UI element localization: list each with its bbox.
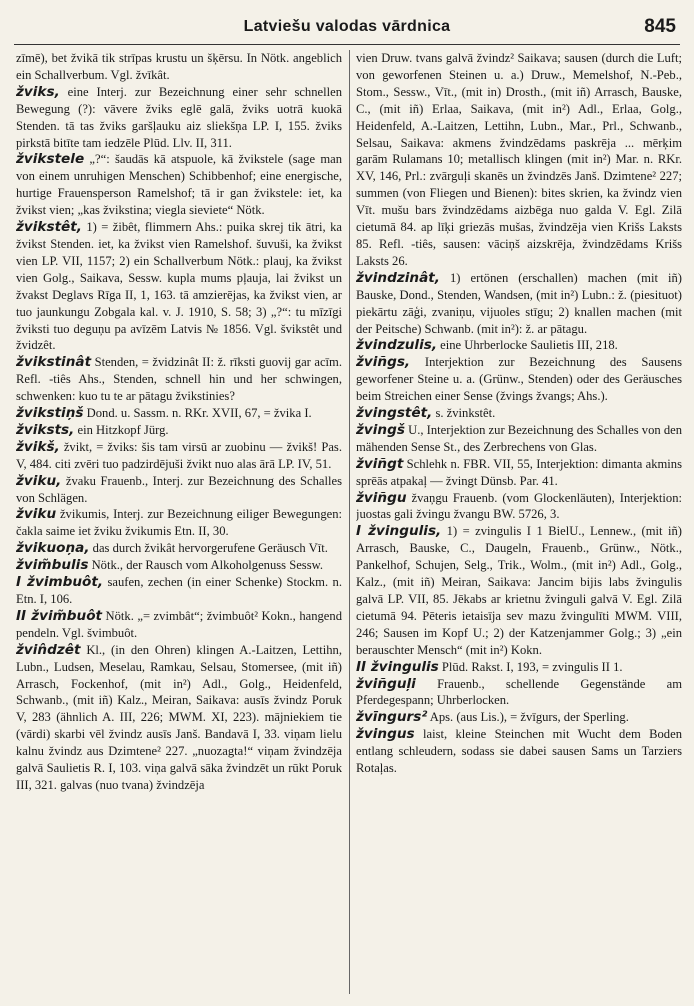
entry-headword: žvim̃bulis [16,557,89,574]
left-column [16,50,342,996]
entry-headword: žvikstiņš [16,405,84,422]
entry-text: laist, kleine Steinchen mit Wucht dem Boden entlang schleudern, sodass sie dabei sausen Sams un Tarziers Rotaļas. [356,727,682,776]
dictionary-entry [16,439,342,473]
entry-headword: žvingus [356,726,415,743]
entry-headword: I žvingulis, [356,523,442,540]
entry-text: žvaku Frauenb., Interj. zur Bezeichnung des Schalles von Schlägen. [16,473,342,505]
dictionary-entry [16,219,342,354]
dictionary-entry [356,405,682,422]
dictionary-entry [356,676,682,710]
entry-headword: žvikuoņa, [16,540,90,557]
dictionary-entry [16,84,342,152]
dictionary-entry [356,726,682,777]
dictionary-entry [356,490,682,524]
entry-text: Plūd. Rakst. I, 193, = zvingulis II 1. [438,659,623,674]
entry-text: zīmē), bet žvikā tik strīpas krustu un šķērsu. In Nötk. angeblich ein Schallverbum. Vgl. žvīkât. [16,51,342,82]
entry-text: eine Interj. zur Bezeichnung einer sehr schnellen Bewegung (?): vāvere žviks eglē galā, žviks uotrā kuokā Stenden. tā tas žviks garšļauku aiz sliekšņa LP. I, 155. žviks pirkstā bitīte tam iedzēle Plūd. Llv. II, 311. [16,84,342,150]
entry-text: vien Druw. tvans galvā žvindz² Saikava; sausen (durch die Luft; von geworfenen Steinen u. a.) Druw., Memelshof, N.-Peb., Stom., Sessw., Vīt., (mit in) Drosth., (mit iñ) Arrasch, Bauske, C., (mit iñ) Erlaa, Saikava, (mit in²) Adl., Erlaa, Golg., Heidenfeld, A.-Laitzen, Lettihn, Lubn., Mar., Prl., Schwanb., Selsau, Saikava: akmens žvindzēdams paskrēja ... mērķim garām Rulamans 10; metallisch klingen (mit in²) Mar. n. RKr. XV, 146, Prl.: zvārguļi skanēs un žvindzēs Janš. Dzimtene² 227; summen (von Fliegen und Bienen): bites skrien, ka žvindz vien Vīt. mušu bars žvindzēdams aizbēga nuo galda V. Egl. Zilā cietumā 84. ap līķi griezās mušas, žvindzēja vien Krišs Laksts 85. Refl. -tiês, sausen: vāciņš aizskrēja, žvindzēdams Krišs Laksts 26. [356,51,682,268]
entry-text: Dond. u. Sassm. n. RKr. XVII, 67, = žvika I. [83,406,312,421]
dictionary-entry [356,337,682,354]
entry-text: žvaņgu Frauenb. (vom Glockenläuten), Interjektion: juostas gali žvingu žvangu BW. 5726, 3. [356,490,682,522]
entry-text: 1) = zvingulis I 1 BielU., Lennew., (mit iñ) Arrasch, Bauske, C., Daugeln, Frauenb., Grünw., Nötk., Pankelhof, Schujen, Selg., Trik., Wolm., (mit in²) Adl., Golg., Kalz., (mit iñ) Meiran, Saikava: Jancim bijis labs žvingulis galvā LP. VII, 85. Jēkabs ar krietnu žvinguli galvā V. Egl. Zilā cietumā 94. Pēteris ietaisīja sev mazu žvingulīti MWM. VIII, 246; Sausen im Kopf U.; 2) der Katzenjammer Golg.; 3) „ein berauschter Mensch“ (mit in²) Kokn. [356,524,682,657]
entry-text: saufen, zechen (in einer Schenke) Stockm. n. Etn. I, 106. [16,575,342,606]
entry-headword: žvikstele [16,151,85,168]
entry-headword: žviksts, [16,421,75,438]
dictionary-entry [356,354,682,405]
dictionary-entry [16,642,342,794]
entry-headword: žvikstêt, [16,219,82,236]
entry-headword: žvingstêt, [356,405,433,422]
entry-text: ein Hitzkopf Jürg. [74,422,169,437]
entry-text: Interjektion zur Bezeichnung des Sausens geworfener Steine u. a. (Grünw., Stenden) oder des Geräusches beim Streichen einer Sense (žvings žvangs; Ahs.). [356,355,682,404]
entry-headword: žvikstinât [16,354,92,371]
dictionary-entry [16,422,342,439]
dictionary-entry [356,456,682,490]
entry-text: eine Uhrberlocke Saulietis III, 218. [437,338,618,353]
dictionary-entry [356,50,682,270]
entry-text: s. žvinkstêt. [432,406,496,421]
dictionary-entry [356,270,682,338]
entry-text: Nötk., der Rausch vom Alkoholgenuss Sessw. [88,558,324,573]
dictionary-entry [16,405,342,422]
entry-text: U., Interjektion zur Bezeichnung des Schalles von den mähenden Sense St., des Zerbrechens von Glas. [356,422,682,454]
page-header [14,14,680,45]
dictionary-entry [356,523,682,658]
entry-headword: žvin̂dzêt [16,641,81,658]
dictionary-entry [16,473,342,507]
entry-headword: žviñgs, [356,354,411,371]
entry-headword: žviku, [16,472,62,489]
dictionary-entry [356,709,682,726]
dictionary-entry [16,540,342,557]
dictionary-entry [16,608,342,642]
running-title: Latviešu valodas vārdnica [243,18,451,35]
entry-text: žvikumis, Interj. zur Bezeichnung eiliger Bewegungen: čakla saime iet žviku žvikumis Etn. II, 30. [16,507,342,539]
dictionary-entry [16,151,342,219]
entry-text: „?“: šaudās kā atspuole, kā žvikstele (sage man von einem unruhigen Menschen) Schibbenhof; eine energische, hurtige Frauensperson Ramelshof; tā ir gan žvikstele: iet, ka žvikst vien; „kas žvikstina; viegla sieviete“ Nötk. [16,152,342,218]
dictionary-entry [16,50,342,84]
page-number: 845 [644,16,676,37]
entry-text: Aps. (aus Lis.), = žvīgurs, der Sperling. [427,710,629,725]
entry-headword: II žvim̃buôt [16,607,103,624]
entry-headword: žviñguļi [356,675,416,692]
entry-headword: žvikš, [16,438,60,455]
entry-text: Nötk. „= zvimbât“; žvimbuôt² Kokn., hangend pendeln. Vgl. švimbuôt. [16,608,342,640]
entry-text: žvikt, = žviks: šis tam virsū ar zuobinu — žvikš! Pas. V, 484. citi zvēri tuo padzirdējuši žvikt nuo alas ārā LP. IV, 51. [16,439,342,471]
entry-headword: žvindzinât, [356,269,440,286]
dictionary-entry [16,506,342,540]
entry-headword: žviñgt [356,455,404,472]
entry-headword: žviks, [16,83,60,100]
entry-headword: žviku [16,506,57,523]
entry-headword: žvīngurs² [356,709,428,726]
right-column [356,50,682,996]
entry-text: Stenden, = žvidzinât II: ž. rīksti guovij gar acīm. Refl. -tiês Ahs., Stenden, schnell hin und her schwingen, schwenken: kuo tu te ar pātagu žvikstinies? [16,355,342,404]
entry-headword: žvindzulis, [356,337,438,354]
entry-headword: žvingš [356,421,405,438]
dictionary-entry [356,422,682,456]
entry-text: Kl., (in den Ohren) klingen A.-Laitzen, Lettihn, Lubn., Ludsen, Meselau, Ramkau, Selsau, Stomersee, (mit iñ) Arrasch, Fockenhof, (mit in²) Adl., Golg., Heidenfeld, Schwanb., (mit iñ) Kalz., Meiran, Saikava: ausīs žvindz Poruk V, 283 (ähnlich A. III, 226; MWM. XI, 223). mājniekiem tie (vārdi) skarbi vēl žvindz ausīs Janš. Bandavā I, 33. viņam lielu kalnu žvindz aus Dzimtene² 227. „nuozagta!“ viņam žvindzēja galvā Saulietis R. I, 103. viņa galvā sāka žvindzēt un rūkt Poruk III, 321. galvas (nuo tvana) žvindzēja [16,642,342,792]
dictionary-entry [16,557,342,574]
entry-text: das durch žvikât hervorgerufene Geräusch Vīt. [89,541,328,556]
entry-headword: II žvingulis [356,658,439,675]
column-divider [349,50,350,994]
entry-text: 1) ertönen (erschallen) machen (mit iñ) Bauske, Dond., Stenden, Wandsen, (mit in²) Lubn.: ž. (piesituot) piekārtu zāģi, zvaniņu, vijuoles stīgu; 2) knallen machen (mit der Peitsche) Schwanb. (mit in²): ž. ar pātagu. [356,270,682,336]
dictionary-entry [356,659,682,676]
entry-text: 1) = žibêt, flimmern Ahs.: puika skrej tik ātri, ka žvikst Stenden. iet, ka žvikst vien Ramelshof. šuvuši, ka žvikst vien LP. VII, 1157; 2) ein Schallverbum Nötk.: plauj, ka žvikst vien Golg., Saikava, Sessw. kupla mums pļauja, lai žvikst un žvakst Deglavs Rīga II, 1, 163. tā amzierējas, ka žvikst vien, ar tuo jaunkungu Zobgala kal. v. J. 1910, S. 58; 3) „?“: tu mīzīgi žviksti tuo deguņu pa avīzēm Latvis № 1856. Vgl. švikstêt und žvidzêt. [16,220,342,353]
dictionary-entry [16,354,342,405]
entry-headword: I žvimbuôt, [16,574,104,591]
entry-headword: žviñgu [356,489,407,506]
entry-text: Frauenb., schellende Gegenstände am Pferdegespann; Uhrberlocken. [356,676,682,708]
dictionary-entry [16,574,342,608]
entry-text: Schlehk n. FBR. VII, 55, Interjektion: dimanta akmins sprēās atpakaļ — žvingt Dünsb. Par. 41. [356,456,682,488]
